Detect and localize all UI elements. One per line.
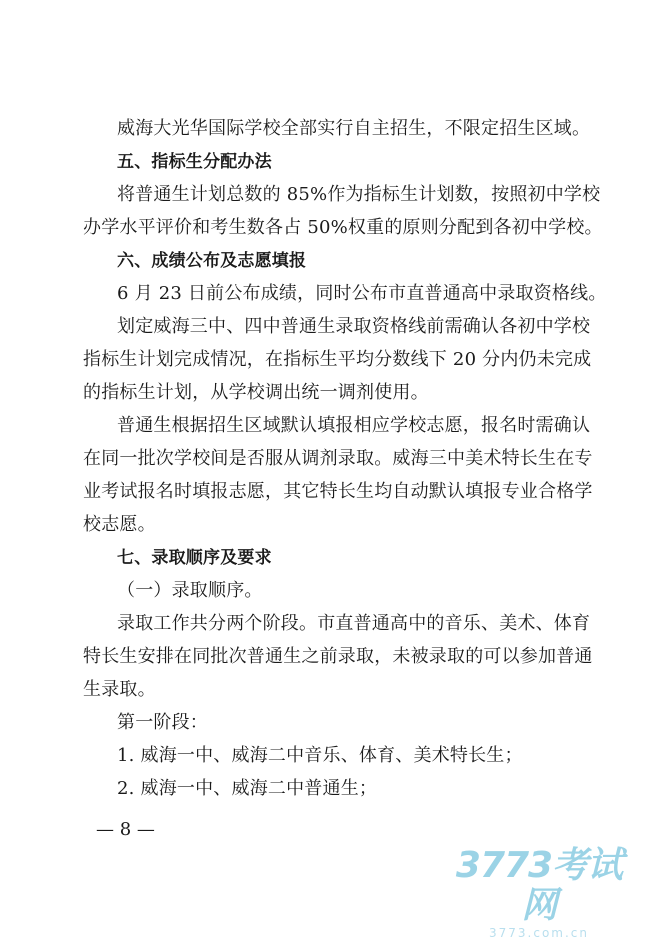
paragraph-line: 的指标生计划，从学校调出统一调剂使用。 xyxy=(83,382,429,403)
paragraph-line: 生录取。 xyxy=(83,679,156,700)
paragraph-line: 指标生计划完成情况，在指标生平均分数线下 20 分内仍未完成 xyxy=(83,349,592,370)
page-number: — 8 — xyxy=(96,819,155,840)
paragraph-line: 在同一批次学校间是否服从调剂录取。威海三中美术特长生在专 xyxy=(83,448,593,469)
watermark-sub-text: 3773.com.cn xyxy=(489,926,589,940)
paragraph-line: 办学水平评价和考生数各占 50%权重的原则分配到各初中学校。 xyxy=(83,217,603,238)
sub-heading: （一）录取顺序。 xyxy=(117,580,263,601)
section-heading: 七、录取顺序及要求 xyxy=(117,548,272,568)
paragraph-line: 6 月 23 日前公布成绩，同时公布市直普通高中录取资格线。 xyxy=(117,283,607,304)
list-item: 2. 威海一中、威海二中普通生； xyxy=(117,778,378,799)
paragraph-line: 校志愿。 xyxy=(83,514,156,535)
paragraph-line: 划定威海三中、四中普通生录取资格线前需确认各初中学校 xyxy=(117,316,591,337)
paragraph-line: 第一阶段： xyxy=(117,712,208,733)
paragraph-line: 威海大光华国际学校全部实行自主招生，不限定招生区域。 xyxy=(117,118,591,139)
section-heading: 五、指标生分配办法 xyxy=(117,152,272,172)
paragraph-line: 特长生安排在同批次普通生之前录取，未被录取的可以参加普通 xyxy=(83,646,593,667)
paragraph-line: 录取工作共分两个阶段。市直普通高中的音乐、美术、体育 xyxy=(117,613,591,634)
paragraph-line: 业考试报名时填报志愿，其它特长生均自动默认填报专业合格学 xyxy=(83,481,593,502)
watermark-main-text: 3773考试网 xyxy=(455,845,623,926)
section-heading: 六、成绩公布及志愿填报 xyxy=(117,251,307,271)
paragraph-line: 将普通生计划总数的 85%作为指标生计划数，按照初中学校 xyxy=(117,184,601,205)
paragraph-line: 普通生根据招生区域默认填报相应学校志愿，报名时需确认 xyxy=(117,415,591,436)
watermark-logo xyxy=(454,845,624,940)
list-item: 1. 威海一中、威海二中音乐、体育、美术特长生； xyxy=(117,745,523,766)
